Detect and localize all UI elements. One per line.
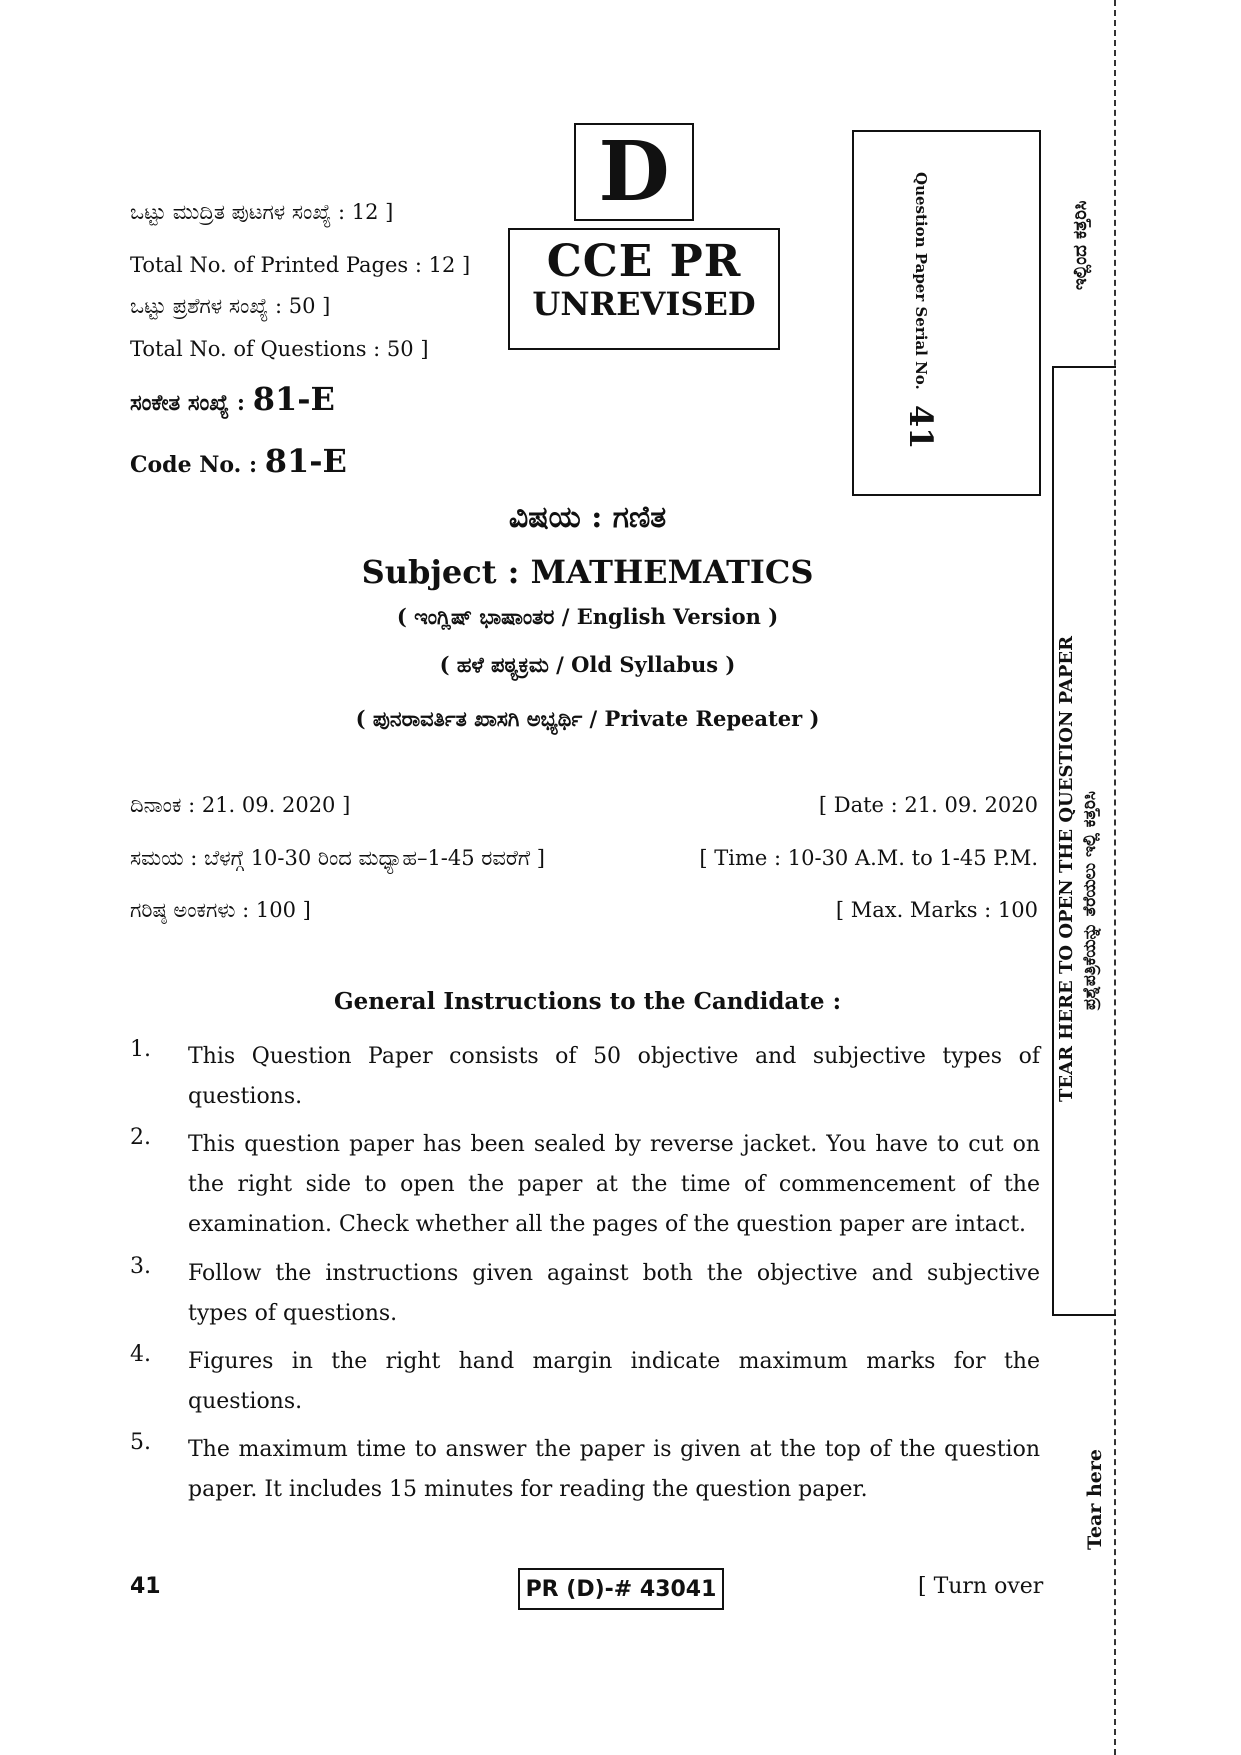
instruction-text: This question paper has been sealed by reverse jacket. You have to cut on the right side to open the paper at the time of commencement of the examination. Check whether all the pages of the question paper are intact. — [188, 1132, 1040, 1237]
serial-rotated — [902, 172, 946, 450]
code-value: 81-E — [264, 442, 347, 480]
turn-over: [ Turn over — [918, 1574, 1044, 1599]
instruction-number: 3. — [130, 1254, 151, 1279]
serial-label: Question Paper Serial No. — [912, 172, 930, 390]
kn-time: ಸಮಯ : ಬೆಳಗ್ಗೆ 10-30 ರಿಂದ ಮಧ್ಯಾಹ–1-45 ರವರೆಗೆ ] — [130, 846, 545, 870]
total-questions: Total No. of Questions : 50 ] — [130, 337, 429, 361]
date: [ Date : 21. 09. 2020 — [818, 793, 1038, 817]
tear-open-label: TEAR HERE TO OPEN THE QUESTION PAPER — [1056, 635, 1077, 1102]
total-pages: Total No. of Printed Pages : 12 ] — [130, 253, 471, 277]
candidate-line: ( ಪುನರಾವರ್ತಿತ ಖಾಸಗಿ ಅಭ್ಯರ್ಥಿ / Private Repeater ) — [355, 706, 820, 731]
cce-box — [508, 228, 780, 350]
subject-title: Subject : MATHEMATICS — [361, 553, 814, 591]
instruction-text: Follow the instructions given against both the objective and subjective types of questions. — [188, 1261, 1040, 1326]
cce-subtitle: UNREVISED — [532, 285, 756, 323]
kn-date: ದಿನಾಂಕ : 21. 09. 2020 ] — [130, 793, 351, 817]
kn-tear-open-label: ಪ್ರಶ್ನೆಪತ್ರಿಕೆಯನ್ನು ತೆರೆಯಲು ಇಲ್ಲಿ ಕತ್ತರಿಸಿ — [1080, 791, 1100, 1010]
syllabus-line: ( ಹಳೆ ಪಠ್ಯಕ್ರಮ / Old Syllabus ) — [439, 652, 736, 677]
serial-box — [852, 130, 1041, 496]
kn-tear-top: ಇಲ್ಲಿಂದ ಕತ್ತರಿಸಿ — [1070, 200, 1091, 290]
instructions-heading: General Instructions to the Candidate : — [333, 988, 842, 1015]
footer-page-number: 41 — [130, 1574, 161, 1599]
version-letter-box: D — [574, 123, 694, 221]
instruction-number: 5. — [130, 1430, 151, 1455]
kn-code-value: 81-E — [252, 380, 335, 418]
tear-here-label: Tear here — [1084, 1449, 1106, 1550]
footer-code: PR (D)-# 43041 — [518, 1568, 724, 1610]
instruction-text: The maximum time to answer the paper is given at the top of the question paper. It includes 15 minutes for reading the question paper. — [188, 1437, 1040, 1502]
instruction-text: Figures in the right hand margin indicate maximum marks for the questions. — [188, 1349, 1040, 1414]
serial-number: 41 — [902, 404, 940, 450]
subject-kn: ವಿಷಯ : ಗಣಿತ — [508, 500, 667, 535]
kn-total-questions: ಒಟ್ಟು ಪ್ರಶೆಗಳ ಸಂಖ್ಯೆ : 50 ] — [130, 294, 331, 318]
kn-code-label: ಸಂಕೇತ ಸಂಖ್ಯೆ : — [130, 390, 246, 416]
instruction-text: This Question Paper consists of 50 objective and subjective types of questions. — [188, 1044, 1040, 1109]
code-line — [130, 442, 347, 480]
cce-title: CCE PR — [546, 236, 742, 287]
code-label: Code No. : — [130, 452, 258, 478]
instruction-number: 4. — [130, 1342, 151, 1367]
kn-total-pages: ಒಟ್ಟು ಮುದ್ರಿತ ಪುಟಗಳ ಸಂಖ್ಯೆ : 12 ] — [130, 200, 394, 224]
time: [ Time : 10-30 A.M. to 1-45 P.M. — [699, 846, 1038, 870]
instruction-number: 1. — [130, 1037, 151, 1062]
instruction-number: 2. — [130, 1125, 151, 1150]
max-marks: [ Max. Marks : 100 — [835, 898, 1038, 922]
kn-max-marks: ಗರಿಷ್ಠ ಅಂಕಗಳು : 100 ] — [130, 898, 311, 922]
kn-code-line — [130, 380, 335, 418]
version-line: ( ಇಂಗ್ಲಿಷ್ ಭಾಷಾಂತರ / English Version ) — [396, 604, 779, 629]
